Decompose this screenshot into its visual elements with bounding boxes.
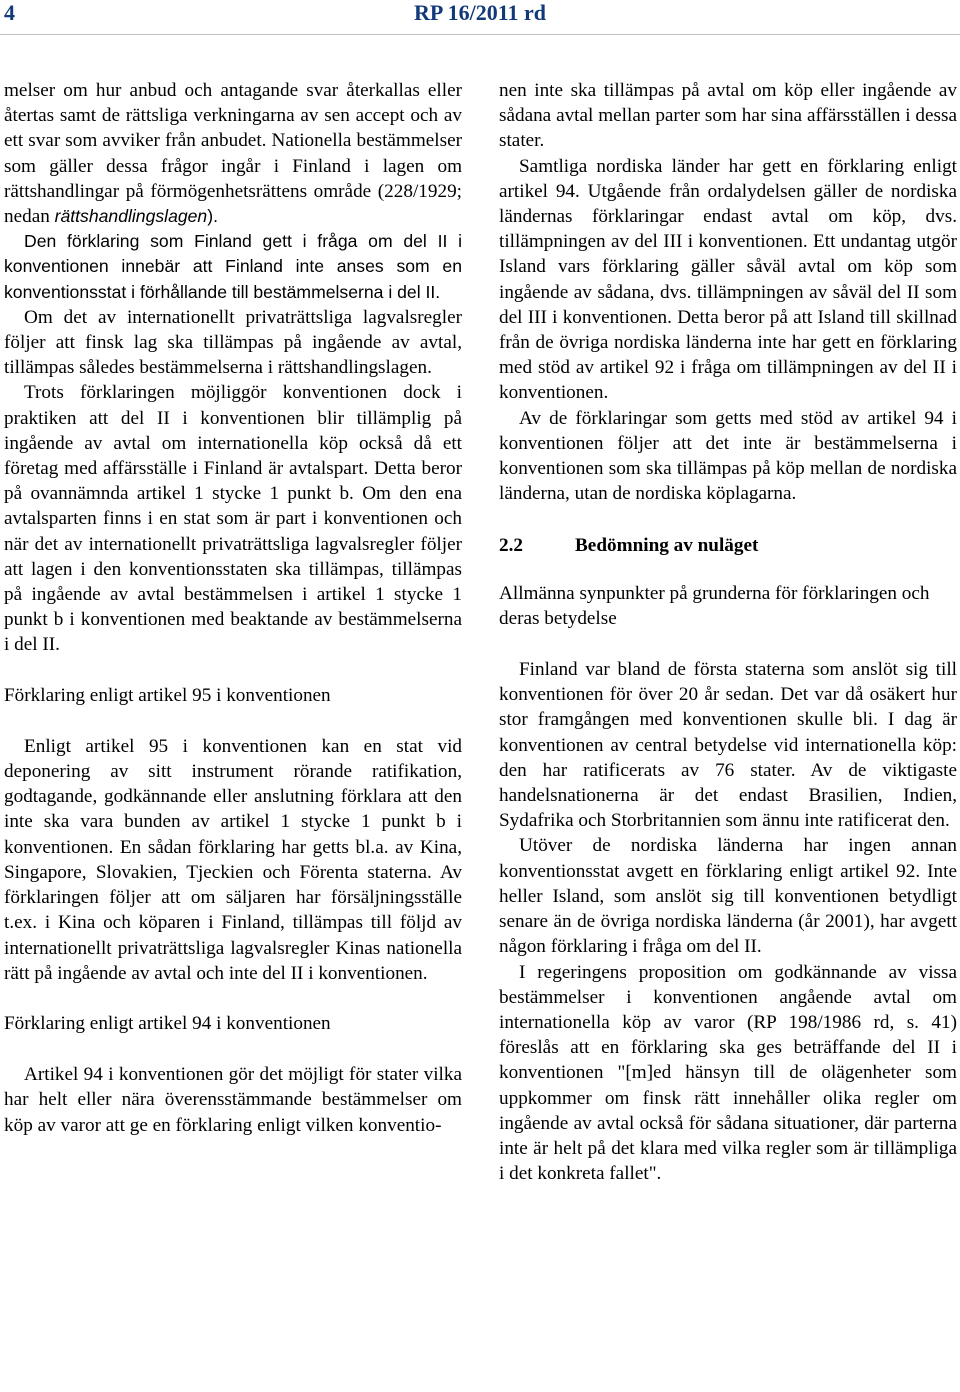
paragraph: nen inte ska tillämpas på avtal om köp eller ingående av sådana avtal mellan parter som har sina affärsställen i dessa stater. xyxy=(499,80,957,152)
document-reference: RP 16/2011 rd xyxy=(413,0,546,25)
header-divider xyxy=(0,34,960,35)
subheading-article-95: Förklaring enligt artikel 95 i konventionen xyxy=(4,684,331,706)
subheading-article-94: Förklaring enligt artikel 94 i konventionen xyxy=(4,1012,331,1034)
paragraph-text: ). xyxy=(207,206,218,227)
section-number: 2.2 xyxy=(499,535,523,557)
paragraph: Finland var bland de första staterna som anslöt sig till konventionen för över 20 år sedan. Det var då osäkert hur stor framgången med konventionen skulle bli. I dag är konventionen av central betydelse vid internationella köp: den har ratificerats av 76 stater. Av de viktigaste handelsnationerna är det endast Brasilien, Indien, Sydafrika och Storbritannien som ännu inte ratificerat den. xyxy=(499,659,957,832)
paragraph: Utöver de nordiska länderna har ingen annan konventionsstat avgett en förklaring enligt artikel 92. Inte heller Island, som anslöt sig till konventionen betydligt senare än de övriga nordiska länderna (år 2001), har avgett någon förklaring i fråga om del II. xyxy=(499,835,957,958)
paragraph-text: melser om hur anbud och antagande svar återkallas eller återtas samt de rättsliga verkningarna av sen accept och av ett svar som avviker från anbudet. Nationella bestämmelser som gäller dessa frågor ingår i Finland i lagen om rättshandlingar på förmögenhetsrättens område (228/1929; nedan xyxy=(4,80,462,228)
subheading: Allmänna synpunkter på grunderna för förklaringen och deras betydelse xyxy=(499,582,930,629)
page-number: 4 xyxy=(4,0,15,25)
paragraph: Enligt artikel 95 i konventionen kan en stat vid deponering av sitt instrument rörande ratifikation, godtagande, godkännande eller anslutning förklara att den inte ska vara bunden av artikel 1 stycke 1 punkt b i konventionen. En sådan förklaring har getts bl.a. av Kina, Singapore, Slovakien, Tjeckien och Förenta staterna. Av förklaringen följer att om säljaren har försäljningsställe t.ex. i Kina och köparen i Finland, tillämpas till följd av internationellt privaträttsliga lagvalsregler Kinas nationella rätt på ingående av avtal och inte del II i konventionen. xyxy=(4,735,462,984)
paragraph: Om det av internationellt privaträttsliga lagvalsregler följer att finsk lag ska tillämpas på ingående av avtal, tillämpas således bestämmelserna i rättshandlingslagen. xyxy=(4,306,462,379)
right-column xyxy=(499,78,957,1186)
paragraph xyxy=(4,78,462,229)
section-heading xyxy=(499,533,957,558)
page-header xyxy=(0,0,960,32)
paragraph: Den förklaring som Finland gett i fråga om del II i konventionen innebär att Finland inte anses som en konventionsstat i förhållande till bestämmelserna i del II. xyxy=(4,231,462,302)
paragraph: Artikel 94 i konventionen gör det möjligt för stater vilka har helt eller nära överensstämmande bestämmelser om köp av varor att ge en förklaring enligt vilken konventio- xyxy=(4,1064,462,1136)
paragraph: Samtliga nordiska länder har gett en förklaring enligt artikel 94. Utgående från ordalydelsen gäller de nordiska ländernas förklaringar endast avtal om köp, dvs. tillämpningen av del III i konventionen. Ett undantag utgör Island vars förklaring gäller såväl avtal om köp som ingående av sådana, dvs. tillämpningen av såväl del II som del III i konventionen. Detta beror på att Island till skillnad från de övriga nordiska länderna inte har gett en förklaring med stöd av artikel 92 i fråga om tillämpningen av del II i konventionen. xyxy=(499,155,957,404)
italic-term: rättshandlingslagen xyxy=(54,206,208,227)
left-column xyxy=(4,78,462,1138)
paragraph: I regeringens proposition om godkännande av vissa bestämmelser i konventionen angående avtal om internationella köp av varor (RP 198/1986 rd, s. 41) föreslås att en förklaring ska ges beträffande del II i konventionen "[m]ed hänsyn till de olägenheter som uppkommer om finsk rätt innehåller olika regler om ingående av avtal också för sådana situationer, där parterna inte är helt på det klara med vilka regler som är tillämpliga i det konkreta fallet". xyxy=(499,961,957,1185)
paragraph: Trots förklaringen möjliggör konventionen dock i praktiken att del II i konventionen blir tillämplig på ingående av avtal om internationella köp också då ett företag med affärsställe i Finland är avtalspart. Detta beror på ovannämnda artikel 1 stycke 1 punkt b. Om den ena avtalsparten finns i en stat som är part i konventionen och när det av internationellt privaträttsliga lagvalsregler följer att lagen i den konventionsstaten ska tillämpas, tillämpas på ingående av avtal bestämmelsen i artikel 1 stycke 1 punkt b i konventionen med beaktande av bestämmelserna i del II. xyxy=(4,382,462,656)
paragraph: Av de förklaringar som getts med stöd av artikel 94 i konventionen följer att det inte är bestämmelserna i konventionen som ska tillämpas på köp mellan de nordiska länderna, utan de nordiska köplagarna. xyxy=(499,407,957,505)
section-title: Bedömning av nuläget xyxy=(575,535,759,557)
